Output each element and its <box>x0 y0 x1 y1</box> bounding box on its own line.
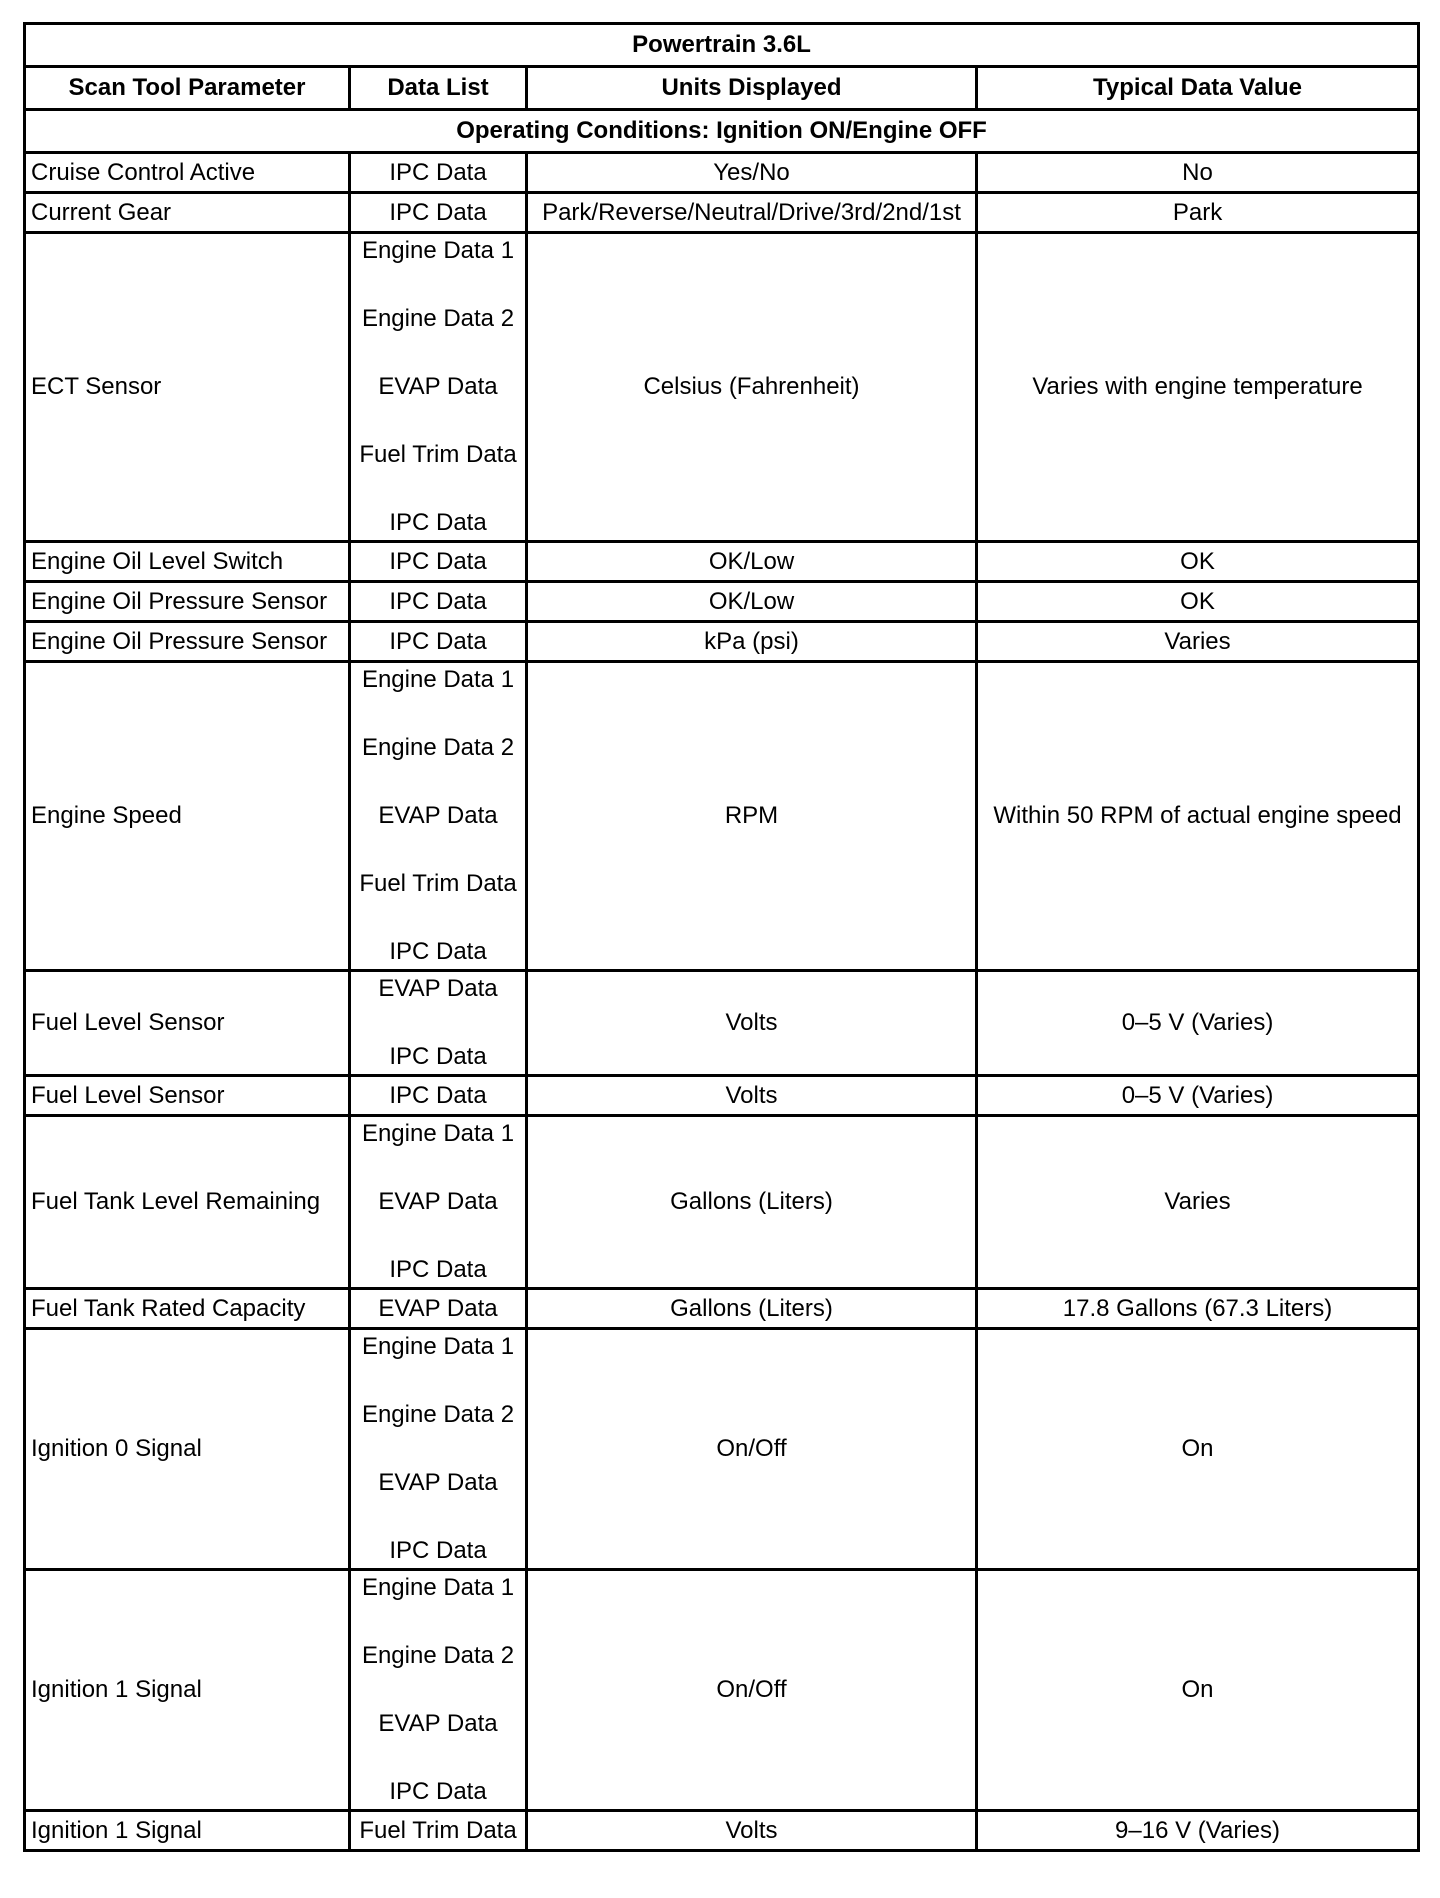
table-title-row <box>25 24 1419 67</box>
data-list-cell <box>350 1076 527 1116</box>
data-list-cell <box>350 542 527 582</box>
typical-value-cell: On <box>977 1329 1419 1570</box>
parameter-cell: Cruise Control Active <box>25 153 350 193</box>
units-cell: On/Off <box>527 1329 977 1570</box>
parameter-cell: Fuel Level Sensor <box>25 971 350 1076</box>
data-list-item: Engine Data 1 <box>361 1574 515 1601</box>
units-cell: On/Off <box>527 1570 977 1811</box>
parameter-cell: Fuel Tank Level Remaining <box>25 1116 350 1289</box>
units-cell: Volts <box>527 1811 977 1851</box>
table-row <box>25 1811 1419 1851</box>
units-cell: Gallons (Liters) <box>527 1289 977 1329</box>
data-list-item: EVAP Data <box>378 1469 498 1496</box>
parameter-cell: Engine Oil Pressure Sensor <box>25 622 350 662</box>
data-list-item: IPC Data <box>389 509 487 536</box>
typical-value-cell: OK <box>977 542 1419 582</box>
data-list-item: IPC Data <box>389 1778 487 1805</box>
data-list-item: IPC Data <box>389 1043 487 1070</box>
data-list-item: EVAP Data <box>378 802 498 829</box>
data-list-item: IPC Data <box>389 587 487 615</box>
units-cell: OK/Low <box>527 582 977 622</box>
data-list-item: Fuel Trim Data <box>359 870 517 897</box>
table-row <box>25 1076 1419 1116</box>
units-cell: Gallons (Liters) <box>527 1116 977 1289</box>
header-data-list: Data List <box>350 67 527 110</box>
typical-value-cell: OK <box>977 582 1419 622</box>
units-cell: Volts <box>527 1076 977 1116</box>
data-list-cell <box>350 622 527 662</box>
units-cell: Volts <box>527 971 977 1076</box>
data-list-item: IPC Data <box>389 547 487 575</box>
table-row <box>25 542 1419 582</box>
data-list-item: IPC Data <box>389 158 487 186</box>
parameter-cell: Engine Oil Pressure Sensor <box>25 582 350 622</box>
table-row <box>25 193 1419 233</box>
table-row <box>25 1329 1419 1570</box>
typical-value-cell: 9–16 V (Varies) <box>977 1811 1419 1851</box>
data-list-item: IPC Data <box>389 1537 487 1564</box>
header-units-displayed: Units Displayed <box>527 67 977 110</box>
units-cell: Park/Reverse/Neutral/Drive/3rd/2nd/1st <box>527 193 977 233</box>
units-cell: RPM <box>527 662 977 971</box>
parameter-cell: Ignition 1 Signal <box>25 1570 350 1811</box>
table-row <box>25 233 1419 542</box>
data-list-item: Engine Data 1 <box>361 1120 515 1147</box>
data-list-item: EVAP Data <box>378 1710 498 1737</box>
data-list-cell <box>350 971 527 1076</box>
table-row <box>25 153 1419 193</box>
data-list-cell <box>350 662 527 971</box>
units-cell: OK/Low <box>527 542 977 582</box>
data-list-cell <box>350 193 527 233</box>
operating-conditions: Operating Conditions: Ignition ON/Engine OFF <box>25 110 1419 153</box>
parameter-cell: Engine Oil Level Switch <box>25 542 350 582</box>
parameter-cell: Current Gear <box>25 193 350 233</box>
data-list-item: Fuel Trim Data <box>359 1816 517 1844</box>
data-list-item: Engine Data 2 <box>361 1642 515 1669</box>
data-list-cell <box>350 153 527 193</box>
data-list-item: Engine Data 2 <box>361 305 515 332</box>
units-cell: Celsius (Fahrenheit) <box>527 233 977 542</box>
typical-value-cell: Within 50 RPM of actual engine speed <box>977 662 1419 971</box>
typical-value-cell: 0–5 V (Varies) <box>977 971 1419 1076</box>
parameter-cell: Ignition 0 Signal <box>25 1329 350 1570</box>
typical-value-cell: No <box>977 153 1419 193</box>
data-list-item: Fuel Trim Data <box>359 441 517 468</box>
data-list-item: Engine Data 1 <box>361 1333 515 1360</box>
data-list-item: Engine Data 2 <box>361 734 515 761</box>
data-list-cell <box>350 233 527 542</box>
data-list-cell <box>350 1329 527 1570</box>
typical-value-cell: Varies with engine temperature <box>977 233 1419 542</box>
typical-value-cell: Varies <box>977 622 1419 662</box>
parameter-cell: ECT Sensor <box>25 233 350 542</box>
data-list-item: EVAP Data <box>378 975 498 1002</box>
table-row <box>25 582 1419 622</box>
table-row <box>25 1570 1419 1811</box>
data-list-item: IPC Data <box>389 627 487 655</box>
parameter-cell: Ignition 1 Signal <box>25 1811 350 1851</box>
typical-value-cell: 0–5 V (Varies) <box>977 1076 1419 1116</box>
parameter-cell: Fuel Tank Rated Capacity <box>25 1289 350 1329</box>
units-cell: kPa (psi) <box>527 622 977 662</box>
header-typical-data-value: Typical Data Value <box>977 67 1419 110</box>
operating-conditions-row <box>25 110 1419 153</box>
table-row <box>25 622 1419 662</box>
powertrain-data-table <box>23 22 1420 1852</box>
table-row <box>25 662 1419 971</box>
data-list-item: Engine Data 2 <box>361 1401 515 1428</box>
units-cell: Yes/No <box>527 153 977 193</box>
data-list-cell <box>350 1811 527 1851</box>
typical-value-cell: On <box>977 1570 1419 1811</box>
data-list-item: Engine Data 1 <box>361 666 515 693</box>
data-list-item: IPC Data <box>389 1256 487 1283</box>
parameter-cell: Fuel Level Sensor <box>25 1076 350 1116</box>
header-scan-tool-parameter: Scan Tool Parameter <box>25 67 350 110</box>
column-header-row <box>25 67 1419 110</box>
data-list-cell <box>350 1289 527 1329</box>
typical-value-cell: 17.8 Gallons (67.3 Liters) <box>977 1289 1419 1329</box>
data-list-item: EVAP Data <box>378 1188 498 1215</box>
typical-value-cell: Varies <box>977 1116 1419 1289</box>
data-list-cell <box>350 1116 527 1289</box>
table-title: Powertrain 3.6L <box>25 24 1419 67</box>
data-list-item: IPC Data <box>389 938 487 965</box>
data-list-item: IPC Data <box>389 198 487 226</box>
table-body <box>25 153 1419 1851</box>
data-list-cell <box>350 582 527 622</box>
data-list-item: EVAP Data <box>378 373 498 400</box>
table-row <box>25 971 1419 1076</box>
data-list-item: IPC Data <box>389 1081 487 1109</box>
typical-value-cell: Park <box>977 193 1419 233</box>
table-row <box>25 1289 1419 1329</box>
data-list-item: Engine Data 1 <box>361 237 515 264</box>
data-list-cell <box>350 1570 527 1811</box>
table-row <box>25 1116 1419 1289</box>
parameter-cell: Engine Speed <box>25 662 350 971</box>
data-list-item: EVAP Data <box>378 1294 498 1322</box>
